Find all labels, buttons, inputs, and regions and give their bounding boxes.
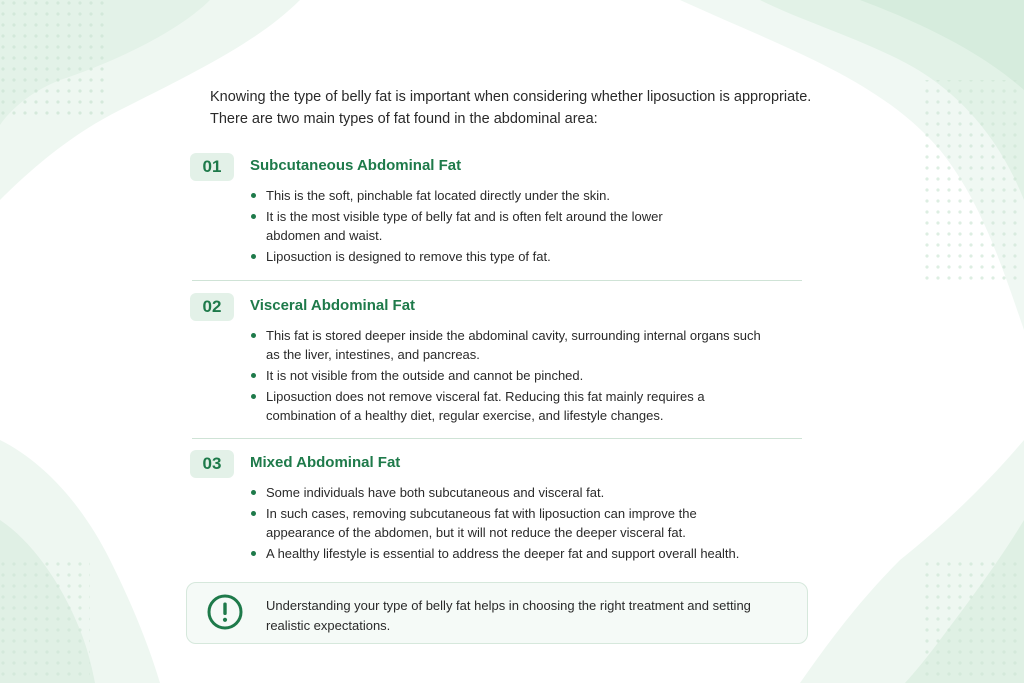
section-title: Mixed Abdominal Fat [250, 454, 401, 471]
section-number-badge: 01 [190, 153, 234, 181]
section-subcutaneous [190, 153, 810, 273]
bullet-item: In such cases, removing subcutaneous fat with liposuction can improve the appearance of the abdomen, but it will not reduce the deeper visceral fat. [250, 504, 746, 542]
bullet-item: Some individuals have both subcutaneous and visceral fat. [250, 483, 790, 502]
note-callout [186, 582, 808, 644]
section-mixed [190, 450, 810, 575]
bullet-item: This fat is stored deeper inside the abdominal cavity, surrounding internal organs such as the liver, intestines, and pancreas. [250, 326, 776, 364]
bullet-item: This is the soft, pinchable fat located directly under the skin. [250, 186, 790, 205]
bullet-item: Liposuction is designed to remove this type of fat. [250, 247, 790, 266]
section-divider [192, 438, 802, 439]
section-divider [192, 280, 802, 281]
section-number-badge: 03 [190, 450, 234, 478]
bullet-item: A healthy lifestyle is essential to address the deeper fat and support overall health. [250, 544, 790, 563]
bullet-list [250, 326, 790, 427]
exclamation-circle-icon [207, 594, 243, 630]
bullet-item: It is not visible from the outside and cannot be pinched. [250, 366, 790, 385]
section-title: Subcutaneous Abdominal Fat [250, 157, 462, 174]
section-visceral [190, 293, 810, 433]
bullet-item: Liposuction does not remove visceral fat. Reducing this fat mainly requires a combination of a healthy diet, regular exercise, and lifestyle changes. [250, 387, 746, 425]
intro-line-1: Knowing the type of belly fat is important when considering whether liposuction is appropriate. [210, 89, 812, 105]
section-number-badge: 02 [190, 293, 234, 321]
note-text: Understanding your type of belly fat helps in choosing the right treatment and setting realistic expectations. [266, 598, 751, 633]
bullet-list [250, 483, 790, 565]
section-title: Visceral Abdominal Fat [250, 297, 416, 314]
bullet-list [250, 186, 790, 268]
intro-line-2: There are two main types of fat found in the abdominal area: [210, 111, 598, 127]
bullet-item: It is the most visible type of belly fat and is often felt around the lower abdomen and waist. [250, 207, 716, 245]
intro-text [210, 86, 890, 130]
